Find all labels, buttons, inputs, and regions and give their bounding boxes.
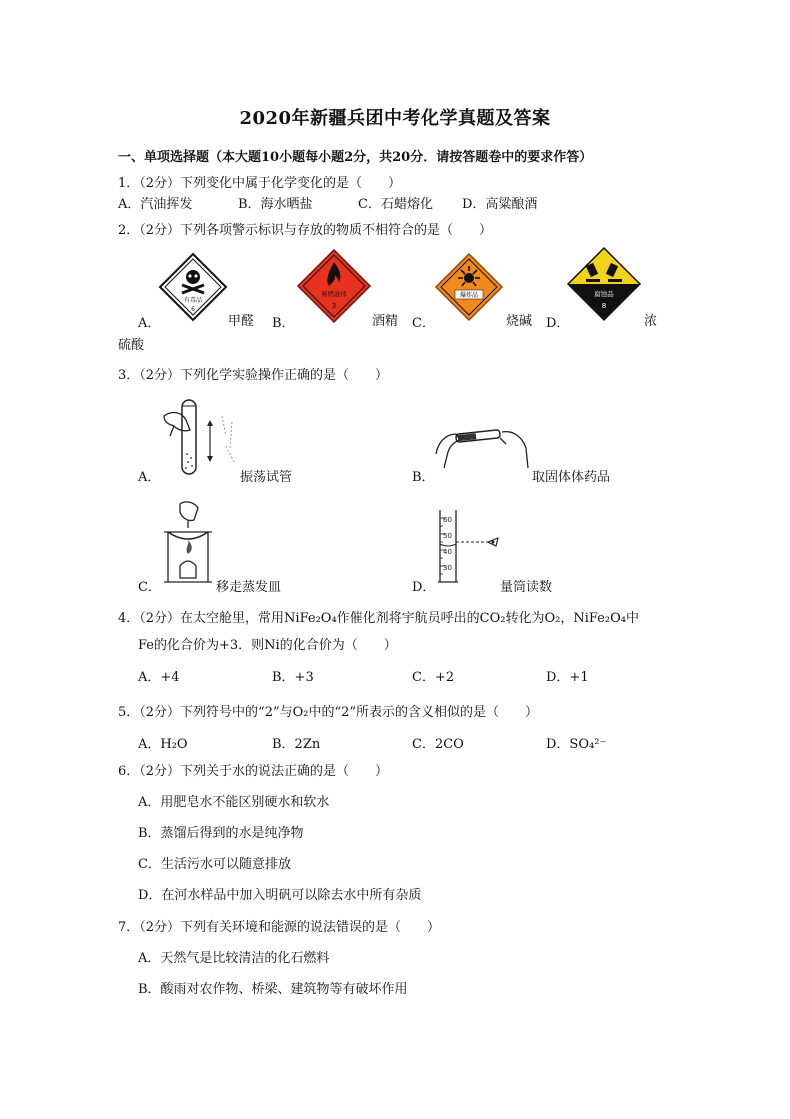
question-7-option-a: A．天然气是比较清洁的化石燃料 [138, 951, 330, 966]
question-2-option-a-substance: 甲醛 [228, 314, 255, 329]
toxic-sign-number: 6 [191, 306, 195, 313]
question-6-option-b: B．蒸馏后得到的水是纯净物 [138, 826, 304, 841]
question-5-option-d: D．SO₄²⁻ [546, 737, 607, 752]
question-2-option-c-substance: 烧碱 [506, 314, 533, 329]
explosive-sign-label: 爆炸品 [459, 292, 479, 299]
corrosive-sign-label: 腐蚀品 [594, 290, 614, 298]
question-5-option-a: A．H₂O [138, 737, 188, 752]
cylinder-tick-40: 40 [443, 548, 452, 556]
question-7-option-b: B．酸雨对农作物、桥梁、建筑物等有破坏作用 [138, 982, 408, 997]
question-3-option-c-caption: 移走蒸发皿 [216, 580, 282, 595]
question-3-option-b-letter: B． [412, 470, 435, 485]
question-4-stem-line-2: Fe的化合价为+3．则Ni的化合价为（ ） [138, 638, 397, 653]
question-2-option-b-substance: 酒精 [372, 314, 399, 329]
flammable-liquid-sign-icon [296, 248, 372, 324]
question-2-stem: 2．（2分）下列各项警示标识与存放的物质不相符合的是（ ） [118, 223, 493, 238]
question-3-option-b-caption: 取固体体药品 [532, 470, 611, 485]
toxic-sign-label: 有毒品 [183, 297, 203, 304]
question-3-option-c-letter: C． [138, 580, 161, 595]
shaking-test-tube-illustration [160, 396, 250, 478]
question-4-option-d: D．+1 [546, 670, 589, 685]
question-6-option-a: A．用肥皂水不能区别硬水和软水 [138, 795, 330, 810]
corrosive-sign-icon [566, 246, 642, 322]
question-1-option-c: C．石蜡熔化 [358, 197, 433, 212]
question-2-option-a-letter: A． [138, 316, 161, 331]
question-4-option-a: A．+4 [138, 670, 180, 685]
question-5-option-b: B．2Zn [272, 737, 321, 752]
question-5-stem: 5．（2分）下列符号中的“2”与O₂中的“2”所表示的含义相似的是（ ） [118, 705, 539, 720]
question-7-stem: 7．（2分）下列有关环境和能源的说法错误的是（ ） [118, 920, 441, 935]
question-2-option-d-continuation: 硫酸 [118, 338, 145, 353]
flammable-sign-number: 3 [331, 302, 337, 310]
question-2-option-d-substance: 浓 [644, 314, 658, 329]
explosive-sign-icon [434, 252, 504, 322]
question-1-option-d: D．高粱酿酒 [462, 197, 538, 212]
section-heading: 一、单项选择题（本大题10小题每小题2分，共20分．请按答题卷中的要求作答） [118, 150, 593, 165]
question-1-option-b: B．海水晒盐 [238, 197, 313, 212]
question-3-option-a-letter: A． [138, 470, 161, 485]
question-6-option-c: C．生活污水可以随意排放 [138, 857, 291, 872]
question-1-option-a: A．汽油挥发 [118, 197, 193, 212]
question-6-option-d: D．在河水样品中加入明矾可以除去水中所有杂质 [138, 888, 422, 903]
question-3-option-d-letter: D． [412, 580, 436, 595]
question-2-option-c-letter: C． [412, 316, 435, 331]
question-3-option-d-caption: 量筒读数 [500, 580, 553, 595]
question-5-option-c: C．2CO [412, 737, 464, 752]
graduated-cylinder-illustration [434, 508, 504, 584]
question-4-option-b: B．+3 [272, 670, 314, 685]
corrosive-sign-number: 8 [601, 302, 607, 310]
question-6-stem: 6．（2分）下列关于水的说法正确的是（ ） [118, 764, 389, 779]
taking-solid-reagent-illustration [432, 418, 532, 474]
question-3-option-a-caption: 振荡试管 [240, 470, 293, 485]
cylinder-tick-50: 50 [443, 532, 452, 540]
toxic-sign-icon [158, 252, 228, 322]
question-4-stem-line-1: 4．（2分）在太空舱里，常用NiFe₂O₄作催化剂将宇航员呼出的CO₂转化为O₂，NiFe₂O₄中 [118, 611, 639, 626]
question-1-stem: 1．（2分）下列变化中属于化学变化的是（ ） [118, 176, 402, 191]
evaporating-dish-illustration [160, 500, 216, 586]
cylinder-tick-30: 30 [443, 564, 452, 572]
question-2-option-d-letter: D． [546, 316, 570, 331]
question-3-stem: 3．（2分）下列化学实验操作正确的是（ ） [118, 368, 389, 383]
question-2-option-b-letter: B． [272, 316, 295, 331]
flammable-sign-label: 易燃液体 [321, 290, 347, 298]
page-title: 2020年新疆兵团中考化学真题及答案 [239, 108, 551, 129]
cylinder-tick-60: 60 [443, 516, 452, 524]
question-4-option-c: C．+2 [412, 670, 455, 685]
